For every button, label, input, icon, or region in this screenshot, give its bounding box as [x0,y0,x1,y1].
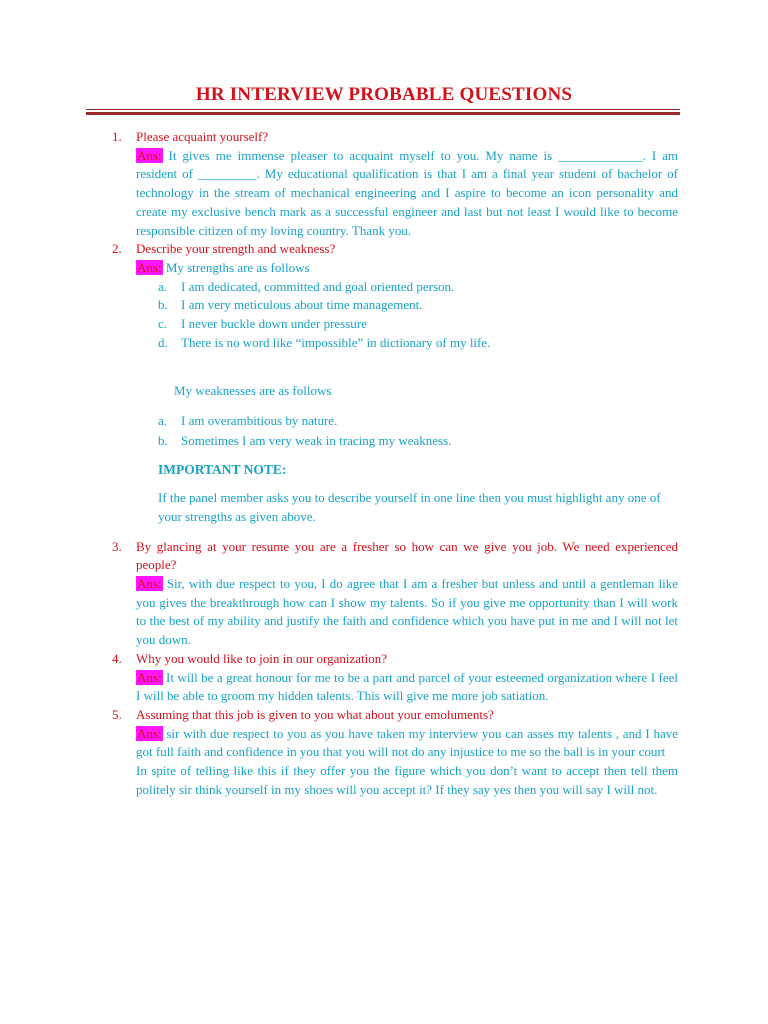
question-5 [0,706,768,725]
answer-5-extra: In spite of telling like this if they offer you the figure which you don’t want to accept then tell them politely sir think yourself in my shoes will you accept it? If they say yes then you will say I will not. [136,763,678,797]
question-2 [0,240,768,259]
answer-1 [0,147,768,241]
question-number: 3. [112,538,122,554]
weakness-item [0,432,768,451]
question-number: 5. [112,706,122,722]
page-title: HR INTERVIEW PROBABLE QUESTIONS [195,84,573,105]
list-text: I am dedicated, committed and goal oriented person. [181,278,455,294]
question-number: 4. [112,650,122,666]
answer-5 [0,725,768,762]
list-letter: b. [158,432,168,448]
question-text: Assuming that this job is given to you what about your emoluments? [136,706,494,722]
question-4 [0,650,768,669]
question-text: Describe your strength and weakness? [136,241,336,257]
answer-text: Sir, with due respect to you, I do agree that I am a fresher but unless and until a gentleman like you gives the breakthrough how can I show my talents. So if you give me opportunity than I will work to the best of my ability and justify the faith and confidence which you have put in me and I will not let you down. [136,576,678,648]
list-letter: a. [158,278,168,294]
answer-4 [0,669,768,706]
question-3 [0,538,768,575]
weaknesses-heading: My weaknesses are as follows [174,383,332,399]
list-text: I am very meticulous about time management. [181,297,423,313]
answer-text: My strengths are as follows [162,259,310,275]
important-note-heading: IMPORTANT NOTE: [158,461,287,477]
important-note-text: If the panel member asks you to describe yourself in one line then you must highlight any one of your strengths as given above. [158,490,661,524]
strength-item [0,296,768,315]
list-text: There is no word like “impossible” in dictionary of my life. [181,334,491,350]
title-rule-thick [86,112,680,115]
qa-content [0,128,768,800]
answer-2 [0,259,768,278]
ans-label: Ans: [137,147,162,163]
answer-text: sir with due respect to you as you have taken my interview you can asses my talents , and I have got full faith and confidence in you that you will not do any injustice to me so the ball is in your court [136,725,678,760]
strength-item [0,278,768,297]
question-text: Why you would like to join in our organization? [136,650,388,666]
list-text: I never buckle down under pressure [181,316,367,332]
list-letter: c. [158,316,168,332]
answer-3 [0,575,768,650]
list-text: Sometimes I am very weak in tracing my weakness. [181,432,452,448]
ans-label: Ans: [137,669,162,685]
question-number: 1. [112,129,122,144]
weakness-item [0,412,768,431]
question-1 [0,128,768,147]
question-text: By glancing at your resume you are a fresher so how can we give you job. We need experienced people? [136,538,678,573]
question-number: 2. [112,241,122,257]
title-rule-thin [86,109,680,110]
list-text: I am overambitious by nature. [181,413,338,429]
answer-text: It will be a great honour for me to be a part and parcel of your esteemed organization where I feel I will be able to groom my hidden talents. This will give me more job satiation. [136,669,678,704]
list-letter: b. [158,297,168,313]
ans-label: Ans: [137,576,162,592]
list-letter: d. [158,334,168,350]
answer-text: It gives me immense pleaser to acquaint myself to you. My name is _____________. I am resident of _________. My educational qualification is that I am a final year student of bachelor of technology in the stream of mechanical engineering and I aspire to become an icon personality and create my exclusive bench mark as a successful engineer and last but not least I would like to become responsible citizen of my loving country. Thank you. [136,147,678,238]
question-text: Please acquaint yourself? [136,129,269,144]
list-letter: a. [158,413,168,429]
ans-label: Ans: [137,725,162,741]
ans-label: Ans: [137,259,162,275]
strength-item [0,315,768,334]
strength-item [0,334,768,353]
